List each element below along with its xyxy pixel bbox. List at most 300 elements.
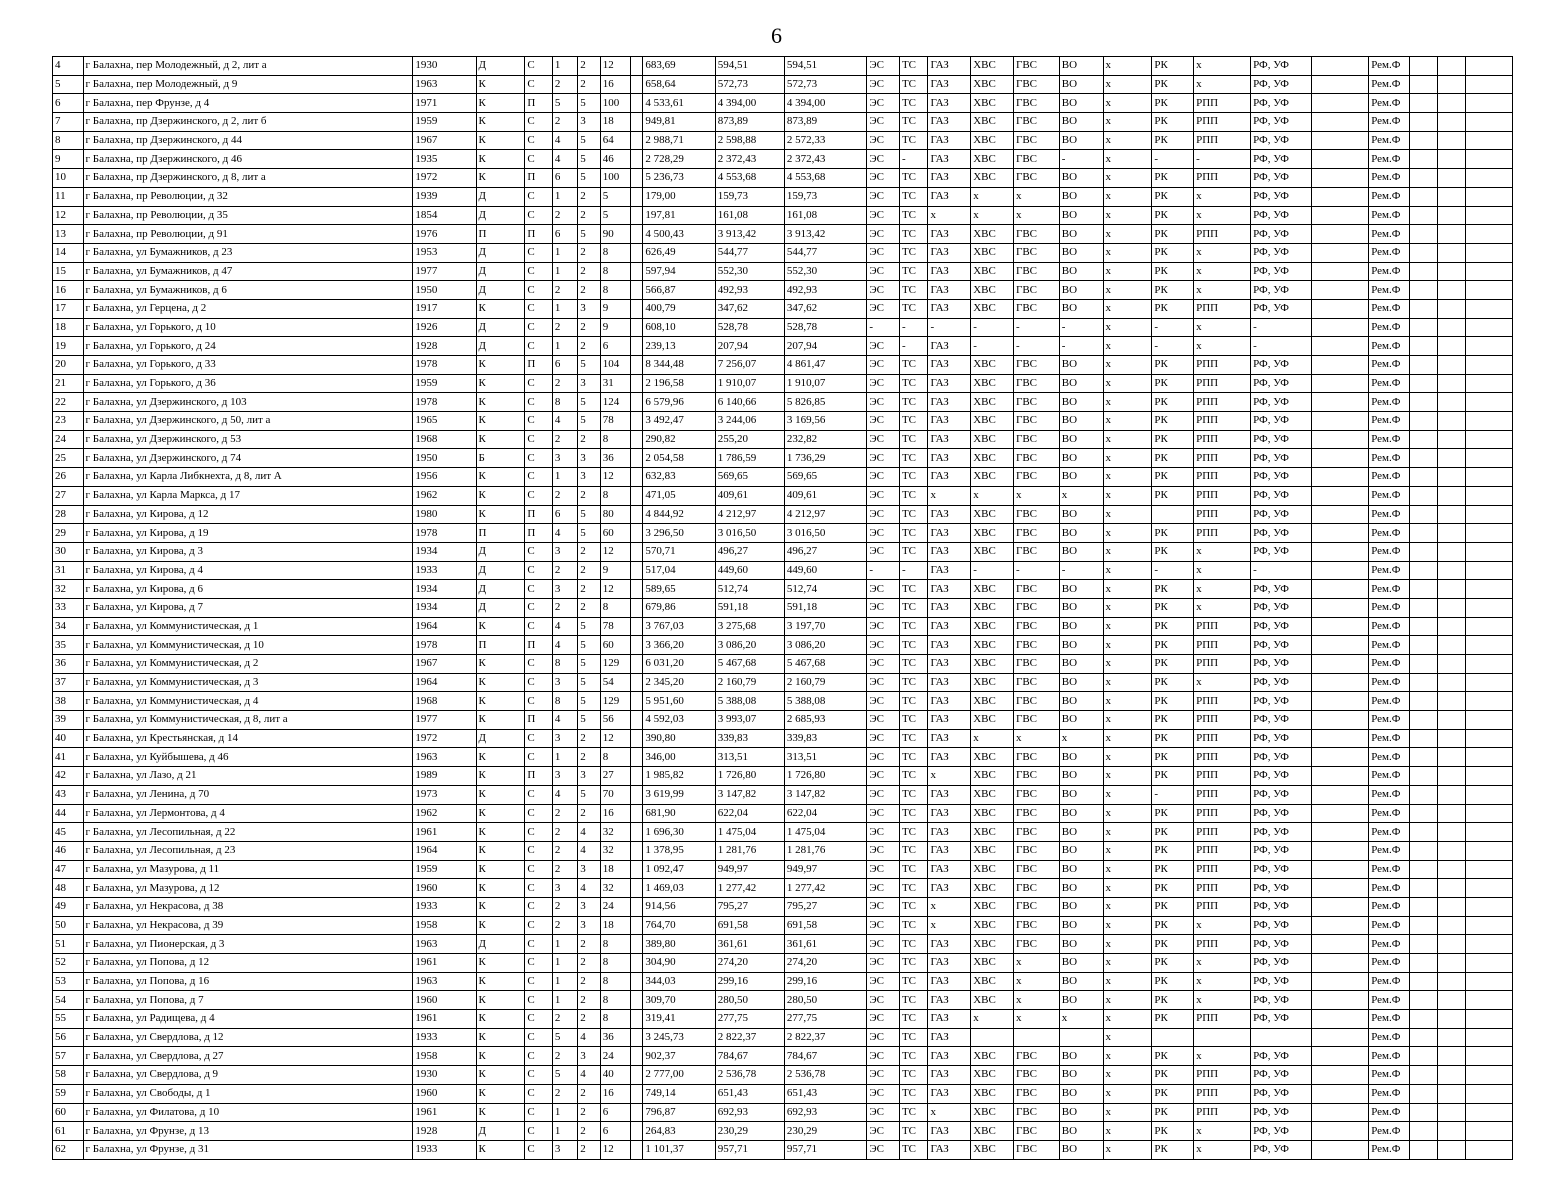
table-cell: ВО <box>1059 860 1103 879</box>
table-cell: х <box>1103 542 1152 561</box>
table-cell: ЭС <box>867 841 900 860</box>
table-cell: ТС <box>899 1103 928 1122</box>
table-cell: РПП <box>1194 860 1251 879</box>
table-cell: РФ, УФ <box>1251 935 1312 954</box>
table-cell: РФ, УФ <box>1251 860 1312 879</box>
table-cell <box>1312 767 1369 786</box>
table-cell <box>1312 617 1369 636</box>
table-cell: Рем.Ф <box>1369 692 1410 711</box>
table-cell: ГАЗ <box>928 1066 971 1085</box>
table-cell: ТС <box>899 393 928 412</box>
table-cell: 2 <box>552 804 577 823</box>
table-cell <box>1438 57 1465 76</box>
table-cell: г Балахна, ул Радищева, д 4 <box>83 1010 413 1029</box>
table-cell: 304,90 <box>643 954 715 973</box>
table-cell: ГАЗ <box>928 505 971 524</box>
table-cell: ГВС <box>1013 692 1059 711</box>
table-cell: - <box>1251 318 1312 337</box>
table-cell: ГАЗ <box>928 972 971 991</box>
table-cell: ГАЗ <box>928 356 971 375</box>
table-cell <box>631 1028 643 1047</box>
page-number: 6 <box>771 23 782 48</box>
table-cell: х <box>1194 972 1251 991</box>
table-cell: х <box>1194 561 1251 580</box>
table-cell <box>1312 879 1369 898</box>
table-cell: ВО <box>1059 468 1103 487</box>
table-cell: ТС <box>899 57 928 76</box>
table-row <box>53 935 1513 954</box>
table-row <box>53 75 1513 94</box>
table-cell: 2 <box>552 318 577 337</box>
table-cell: 914,56 <box>643 897 715 916</box>
table-cell: С <box>525 841 552 860</box>
table-row <box>53 1066 1513 1085</box>
table-cell: 40 <box>600 1066 631 1085</box>
table-cell: К <box>476 692 525 711</box>
table-cell <box>631 561 643 580</box>
table-cell: 319,41 <box>643 1010 715 1029</box>
table-cell: С <box>525 860 552 879</box>
table-cell: х <box>1194 75 1251 94</box>
table-cell: ХВС <box>971 299 1014 318</box>
table-cell: К <box>476 991 525 1010</box>
table-row <box>53 430 1513 449</box>
table-cell: 1978 <box>413 524 476 543</box>
table-cell <box>1312 57 1369 76</box>
table-cell: г Балахна, ул Коммунистическая, д 10 <box>83 636 413 655</box>
table-cell: С <box>525 1122 552 1141</box>
table-cell <box>631 150 643 169</box>
table-cell: 1962 <box>413 804 476 823</box>
table-cell: х <box>1103 318 1152 337</box>
table-cell: 873,89 <box>784 113 866 132</box>
table-cell: 658,64 <box>643 75 715 94</box>
table-cell <box>1312 225 1369 244</box>
table-cell <box>1409 94 1438 113</box>
table-cell: Рем.Ф <box>1369 449 1410 468</box>
table-cell: ГВС <box>1013 299 1059 318</box>
table-cell: ХВС <box>971 1103 1014 1122</box>
table-cell: 5 <box>552 1028 577 1047</box>
table-cell: Рем.Ф <box>1369 225 1410 244</box>
table-cell: ТС <box>899 299 928 318</box>
table-cell: 129 <box>600 655 631 674</box>
table-cell: ВО <box>1059 1084 1103 1103</box>
table-cell: 1928 <box>413 1122 476 1141</box>
table-cell: РФ, УФ <box>1251 486 1312 505</box>
table-cell: РФ, УФ <box>1251 75 1312 94</box>
table-cell: х <box>1103 879 1152 898</box>
table-cell: 1930 <box>413 1066 476 1085</box>
table-cell <box>1409 748 1438 767</box>
table-cell: ВО <box>1059 617 1103 636</box>
table-cell <box>1465 542 1512 561</box>
table-cell: г Балахна, ул Бумажников, д 23 <box>83 243 413 262</box>
table-cell: Рем.Ф <box>1369 131 1410 150</box>
table-cell: 3 913,42 <box>784 225 866 244</box>
table-cell: Рем.Ф <box>1369 711 1410 730</box>
table-cell: х <box>928 897 971 916</box>
table-cell <box>631 1066 643 1085</box>
table-cell: К <box>476 299 525 318</box>
table-cell: 1960 <box>413 1084 476 1103</box>
table-cell: РПП <box>1194 299 1251 318</box>
table-cell: 3 086,20 <box>715 636 784 655</box>
table-cell: РК <box>1152 243 1194 262</box>
table-cell: РФ, УФ <box>1251 281 1312 300</box>
table-cell: г Балахна, ул Лесопильная, д 22 <box>83 823 413 842</box>
table-cell: 2 <box>578 972 600 991</box>
table-cell: х <box>1103 393 1152 412</box>
table-cell: 4 212,97 <box>715 505 784 524</box>
table-cell: - <box>1152 561 1194 580</box>
table-cell: г Балахна, ул Филатова, д 10 <box>83 1103 413 1122</box>
table-cell: х <box>1103 841 1152 860</box>
table-cell: РФ, УФ <box>1251 1066 1312 1085</box>
table-cell: ЭС <box>867 75 900 94</box>
table-cell: 60 <box>600 524 631 543</box>
table-cell: РФ, УФ <box>1251 468 1312 487</box>
table-cell: 2 <box>578 804 600 823</box>
table-cell: С <box>525 318 552 337</box>
table-cell: РК <box>1152 897 1194 916</box>
table-cell: ЭС <box>867 1066 900 1085</box>
table-cell: 339,83 <box>715 729 784 748</box>
table-cell: ВО <box>1059 374 1103 393</box>
table-cell: Д <box>476 281 525 300</box>
table-cell: ВО <box>1059 430 1103 449</box>
table-cell: РК <box>1152 187 1194 206</box>
table-cell <box>1465 804 1512 823</box>
table-cell: 1 281,76 <box>715 841 784 860</box>
table-cell: 4 <box>552 131 577 150</box>
table-cell: 49 <box>53 897 84 916</box>
table-cell: 3 767,03 <box>643 617 715 636</box>
table-cell: 3 <box>552 449 577 468</box>
table-cell: ХВС <box>971 767 1014 786</box>
table-cell: С <box>525 673 552 692</box>
table-cell: РФ, УФ <box>1251 916 1312 935</box>
table-cell <box>1465 412 1512 431</box>
table-cell: 25 <box>53 449 84 468</box>
table-cell: 4 <box>53 57 84 76</box>
table-cell <box>1312 1140 1369 1159</box>
table-body <box>53 57 1513 1160</box>
table-cell: 274,20 <box>784 954 866 973</box>
table-cell: ТС <box>899 991 928 1010</box>
table-cell: - <box>1013 561 1059 580</box>
table-cell: ЭС <box>867 729 900 748</box>
table-cell: ТС <box>899 729 928 748</box>
table-cell: РПП <box>1194 393 1251 412</box>
table-cell: С <box>525 75 552 94</box>
table-cell: 608,10 <box>643 318 715 337</box>
table-cell: Рем.Ф <box>1369 374 1410 393</box>
table-cell: 873,89 <box>715 113 784 132</box>
table-cell: К <box>476 617 525 636</box>
table-row <box>53 804 1513 823</box>
table-cell: РК <box>1152 860 1194 879</box>
table-cell: х <box>1103 897 1152 916</box>
table-cell: ГВС <box>1013 655 1059 674</box>
table-cell: ЭС <box>867 916 900 935</box>
table-cell: ХВС <box>971 57 1014 76</box>
table-cell <box>1465 169 1512 188</box>
table-cell: 4 533,61 <box>643 94 715 113</box>
table-cell: Д <box>476 542 525 561</box>
table-cell <box>1465 468 1512 487</box>
table-cell: 1 277,42 <box>784 879 866 898</box>
table-cell <box>1409 879 1438 898</box>
table-cell: РФ, УФ <box>1251 542 1312 561</box>
table-cell: 4 <box>578 1028 600 1047</box>
table-cell <box>1312 804 1369 823</box>
table-cell <box>1409 1047 1438 1066</box>
table-cell: 5 <box>578 505 600 524</box>
table-cell: х <box>1103 655 1152 674</box>
table-cell <box>1312 916 1369 935</box>
table-cell: ГВС <box>1013 412 1059 431</box>
table-cell <box>1438 655 1465 674</box>
table-cell: РФ, УФ <box>1251 225 1312 244</box>
table-cell: ХВС <box>971 935 1014 954</box>
table-cell: 3 296,50 <box>643 524 715 543</box>
table-cell: 8 <box>600 598 631 617</box>
table-cell: ЭС <box>867 879 900 898</box>
table-cell: РПП <box>1194 823 1251 842</box>
table-cell: 100 <box>600 94 631 113</box>
table-cell: 2 <box>578 729 600 748</box>
table-cell: 299,16 <box>715 972 784 991</box>
table-cell: РК <box>1152 374 1194 393</box>
table-cell: 2 <box>552 823 577 842</box>
table-cell <box>631 393 643 412</box>
table-cell: С <box>525 1010 552 1029</box>
table-cell <box>1409 281 1438 300</box>
table-cell: 1 <box>552 337 577 356</box>
table-cell <box>631 187 643 206</box>
table-cell: 1963 <box>413 972 476 991</box>
table-cell: ЭС <box>867 187 900 206</box>
table-cell: 409,61 <box>715 486 784 505</box>
table-cell: ГВС <box>1013 617 1059 636</box>
table-cell: ГВС <box>1013 94 1059 113</box>
table-cell: ГВС <box>1013 542 1059 561</box>
table-cell: К <box>476 711 525 730</box>
table-cell: х <box>971 486 1014 505</box>
table-cell: С <box>525 1084 552 1103</box>
table-cell: ВО <box>1059 412 1103 431</box>
table-cell: РК <box>1152 580 1194 599</box>
table-cell: 1933 <box>413 897 476 916</box>
table-cell: 60 <box>600 636 631 655</box>
table-cell: г Балахна, ул Горького, д 36 <box>83 374 413 393</box>
table-cell: 10 <box>53 169 84 188</box>
table-row <box>53 131 1513 150</box>
table-cell: Рем.Ф <box>1369 57 1410 76</box>
table-cell <box>1438 580 1465 599</box>
table-cell <box>1194 1028 1251 1047</box>
table-row <box>53 225 1513 244</box>
table-cell: - <box>971 561 1014 580</box>
table-cell: ВО <box>1059 169 1103 188</box>
table-cell: 8 <box>53 131 84 150</box>
table-cell: х <box>1103 1140 1152 1159</box>
table-cell: С <box>525 262 552 281</box>
table-cell: ТС <box>899 225 928 244</box>
table-cell <box>1438 1122 1465 1141</box>
table-cell: 3 <box>578 449 600 468</box>
table-cell: Д <box>476 561 525 580</box>
table-cell: 1 910,07 <box>784 374 866 393</box>
table-cell: 264,83 <box>643 1122 715 1141</box>
table-cell: ТС <box>899 486 928 505</box>
table-cell <box>1312 206 1369 225</box>
table-cell: П <box>525 524 552 543</box>
table-cell: РПП <box>1194 430 1251 449</box>
table-cell <box>1409 113 1438 132</box>
table-cell: ЭС <box>867 57 900 76</box>
table-cell: х <box>1103 337 1152 356</box>
table-cell: Д <box>476 1122 525 1141</box>
table-cell: ХВС <box>971 430 1014 449</box>
table-cell: 4 592,03 <box>643 711 715 730</box>
table-cell: С <box>525 561 552 580</box>
table-cell: 47 <box>53 860 84 879</box>
table-row <box>53 692 1513 711</box>
table-cell: х <box>1103 636 1152 655</box>
table-cell: К <box>476 748 525 767</box>
table-cell: С <box>525 113 552 132</box>
table-cell <box>631 57 643 76</box>
table-cell: х <box>1103 356 1152 375</box>
table-cell: Рем.Ф <box>1369 991 1410 1010</box>
table-cell: 9 <box>600 318 631 337</box>
table-cell: 597,94 <box>643 262 715 281</box>
table-cell: ГВС <box>1013 598 1059 617</box>
table-cell: 46 <box>600 150 631 169</box>
table-row <box>53 1103 1513 1122</box>
table-cell: ТС <box>899 542 928 561</box>
table-cell: 552,30 <box>715 262 784 281</box>
table-cell: С <box>525 972 552 991</box>
table-cell: 8 <box>600 972 631 991</box>
table-cell: 161,08 <box>715 206 784 225</box>
table-cell: г Балахна, ул Свердлова, д 27 <box>83 1047 413 1066</box>
table-cell: 8 <box>552 692 577 711</box>
table-cell: Рем.Ф <box>1369 150 1410 169</box>
table-cell: х <box>1013 972 1059 991</box>
table-cell: 4 <box>578 1066 600 1085</box>
table-cell: 1934 <box>413 542 476 561</box>
table-cell <box>1438 1010 1465 1029</box>
table-cell: 784,67 <box>715 1047 784 1066</box>
table-cell: 26 <box>53 468 84 487</box>
table-cell: РК <box>1152 262 1194 281</box>
table-cell <box>1312 505 1369 524</box>
table-cell: 1 726,80 <box>715 767 784 786</box>
table-cell: 3 275,68 <box>715 617 784 636</box>
table-cell: РФ, УФ <box>1251 187 1312 206</box>
table-cell: 681,90 <box>643 804 715 823</box>
table-cell <box>1312 468 1369 487</box>
table-cell: 37 <box>53 673 84 692</box>
table-cell <box>1409 1084 1438 1103</box>
table-cell: РФ, УФ <box>1251 1084 1312 1103</box>
table-cell: С <box>525 655 552 674</box>
table-cell: 2 160,79 <box>715 673 784 692</box>
table-row <box>53 1047 1513 1066</box>
table-cell: С <box>525 729 552 748</box>
table-cell: х <box>1194 262 1251 281</box>
table-cell: 2 <box>578 1122 600 1141</box>
table-cell: ТС <box>899 804 928 823</box>
table-cell <box>1438 561 1465 580</box>
table-cell: 361,61 <box>715 935 784 954</box>
table-cell: 2 <box>552 1047 577 1066</box>
table-cell: 6 <box>600 1103 631 1122</box>
table-cell: Рем.Ф <box>1369 468 1410 487</box>
table-cell: 5 <box>578 636 600 655</box>
table-cell: ХВС <box>971 860 1014 879</box>
table-cell: С <box>525 542 552 561</box>
table-cell: Рем.Ф <box>1369 916 1410 935</box>
table-cell: РК <box>1152 673 1194 692</box>
table-cell: ЭС <box>867 281 900 300</box>
table-cell: Д <box>476 935 525 954</box>
table-cell: ГВС <box>1013 748 1059 767</box>
table-cell: 1933 <box>413 1140 476 1159</box>
table-cell: 1 475,04 <box>715 823 784 842</box>
table-cell: ЭС <box>867 972 900 991</box>
table-cell <box>1409 598 1438 617</box>
table-cell: х <box>1103 505 1152 524</box>
table-cell <box>1465 57 1512 76</box>
table-cell: С <box>525 617 552 636</box>
table-cell: РПП <box>1194 841 1251 860</box>
table-cell: ГВС <box>1013 113 1059 132</box>
table-cell: ГАЗ <box>928 785 971 804</box>
table-cell: 3 <box>578 767 600 786</box>
table-cell: К <box>476 468 525 487</box>
table-cell: ЭС <box>867 711 900 730</box>
table-cell: - <box>1059 150 1103 169</box>
table-cell: г Балахна, ул Попова, д 7 <box>83 991 413 1010</box>
table-cell: 749,14 <box>643 1084 715 1103</box>
table-cell: К <box>476 356 525 375</box>
table-cell: РПП <box>1194 767 1251 786</box>
table-cell: ГАЗ <box>928 150 971 169</box>
table-cell: К <box>476 1047 525 1066</box>
table-cell: С <box>525 823 552 842</box>
table-cell: 1959 <box>413 113 476 132</box>
table-cell: ГАЗ <box>928 337 971 356</box>
table-cell: ЭС <box>867 356 900 375</box>
table-cell: РПП <box>1194 486 1251 505</box>
table-cell: Рем.Ф <box>1369 860 1410 879</box>
table-cell <box>1438 729 1465 748</box>
table-cell: 2 822,37 <box>715 1028 784 1047</box>
table-cell <box>1465 206 1512 225</box>
table-cell: 3 244,06 <box>715 412 784 431</box>
table-cell: ХВС <box>971 131 1014 150</box>
table-cell: ВО <box>1059 1122 1103 1141</box>
table-cell: ТС <box>899 468 928 487</box>
table-cell <box>1438 767 1465 786</box>
table-cell <box>1312 299 1369 318</box>
table-cell: ГВС <box>1013 281 1059 300</box>
table-cell: 1971 <box>413 94 476 113</box>
